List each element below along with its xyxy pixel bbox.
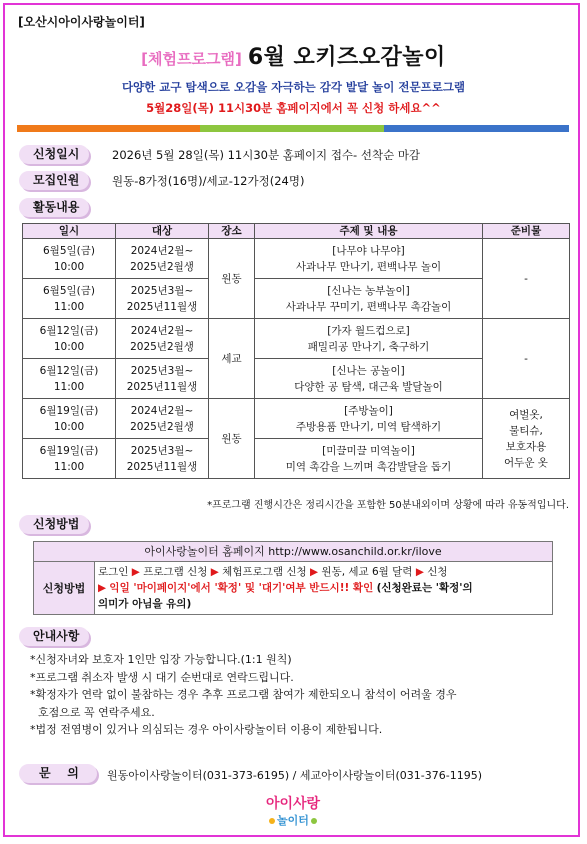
table-footnote: *프로그램 진행시간은 정리시간을 포함한 50분내외이며 상황에 따라 유동적입니다. xyxy=(207,500,569,511)
logo-icon xyxy=(258,791,328,833)
apply-line-3: 의미가 아님을 유의) xyxy=(98,598,192,610)
cell-supplies: 여벌옷, 물티슈, 보호자용 어두운 옷 xyxy=(483,399,570,479)
table-row xyxy=(23,319,570,359)
cell-topic: [나무야 나무야] 사과나무 만나기, 편백나무 놀이 xyxy=(255,239,483,279)
cell-place: 원동 xyxy=(209,239,255,319)
schedule-table xyxy=(22,223,570,479)
label-date: 신청일시 xyxy=(19,145,89,164)
header-target: 대상 xyxy=(116,224,209,239)
apply-url[interactable]: 아이사랑놀이터 홈페이지 http://www.osanchild.or.kr/ilove xyxy=(33,541,553,562)
label-activity: 활동내용 xyxy=(19,198,89,217)
guide-item: 호점으로 꼭 연락주세요. xyxy=(38,705,155,719)
cell-topic: [미끌미끌 미역놀이] 미역 촉감을 느끼며 촉감발달을 돕기 xyxy=(255,439,483,479)
org-label: [오산시아이사랑놀이터] xyxy=(18,15,145,29)
cell-target: 2024년2월~ 2025년2월생 xyxy=(116,239,209,279)
guide-item: *확정자가 연락 없이 불참하는 경우 추후 프로그램 참여가 제한되오니 참석이 어려울 경우 xyxy=(30,688,457,702)
cell-date: 6월12일(금) 10:00 xyxy=(23,319,116,359)
guide-item: *법정 전염병이 있거나 의심되는 경우 아이사랑놀이터 이용이 제한됩니다. xyxy=(30,723,383,737)
apply-steps xyxy=(95,562,552,614)
apply-line-1: 로그인 ▶ 프로그램 신청 ▶ 체험프로그램 신청 ▶ 원동, 세교 6월 달력 ▶ 신청 xyxy=(98,566,448,578)
page-title xyxy=(0,40,587,71)
table-row xyxy=(23,239,570,279)
header-supplies: 준비물 xyxy=(483,224,570,239)
arrow-right-icon: ▶ xyxy=(415,566,424,578)
logo-dot xyxy=(269,818,275,824)
arrow-right-icon: ▶ xyxy=(131,566,140,578)
date-text: 2026년 5월 28일(목) 11시30분 홈페이지 접수- 선착순 마감 xyxy=(112,148,421,162)
stripe-blue xyxy=(384,125,569,132)
cell-supplies: - xyxy=(483,319,570,399)
cell-target: 2025년3월~ 2025년11월생 xyxy=(116,439,209,479)
guide-list xyxy=(30,651,570,739)
logo-line1: 아이사랑 xyxy=(265,796,321,812)
subtitle: 다양한 교구 탐색으로 오감을 자극하는 감각 발달 놀이 전문프로그램 xyxy=(121,80,466,94)
cell-date: 6월5일(금) 10:00 xyxy=(23,239,116,279)
cell-date: 6월5일(금) 11:00 xyxy=(23,279,116,319)
cell-date: 6월19일(금) 11:00 xyxy=(23,439,116,479)
playground-logo xyxy=(258,791,328,833)
header-topic: 주제 및 내용 xyxy=(255,224,483,239)
guide-item: *프로그램 취소자 발생 시 대기 순번대로 연락드립니다. xyxy=(30,670,294,684)
cell-target: 2024년2월~ 2025년2월생 xyxy=(116,399,209,439)
header-date: 일시 xyxy=(23,224,116,239)
cell-target: 2024년2월~ 2025년2월생 xyxy=(116,319,209,359)
label-method: 신청방법 xyxy=(19,515,89,534)
apply-body xyxy=(33,562,553,615)
cell-topic: [신나는 농부놀이] 사과나무 꾸미기, 편백나무 촉감놀이 xyxy=(255,279,483,319)
arrow-right-icon: ▶ xyxy=(210,566,219,578)
apply-box xyxy=(33,541,553,615)
logo-dot xyxy=(311,818,317,824)
label-guide: 안내사항 xyxy=(19,627,89,646)
stripe-orange xyxy=(17,125,200,132)
cell-date: 6월19일(금) 10:00 xyxy=(23,399,116,439)
apply-left-label: 신청방법 xyxy=(34,562,95,614)
cell-supplies: - xyxy=(483,239,570,319)
cell-topic: [주방놀이] 주방용품 만나기, 미역 탐색하기 xyxy=(255,399,483,439)
label-contact: 문 의 xyxy=(19,764,97,783)
title-main: 6월 오키즈오감놀이 xyxy=(247,45,446,70)
header-place: 장소 xyxy=(209,224,255,239)
table-row xyxy=(23,399,570,439)
guide-item: *신청자녀와 보호자 1인만 입장 가능합니다.(1:1 원칙) xyxy=(30,653,292,666)
stripe-green xyxy=(200,125,384,132)
apply-line-2: ▶ 익일 '마이페이지'에서 '확정' 및 '대기'여부 반드시!! 확인 (신청완료는 '확정'의 xyxy=(98,582,473,594)
title-tag: [체험프로그램] xyxy=(141,50,242,68)
recruit-text: 원동-8가정(16명)/세교-12가정(24명) xyxy=(112,174,305,188)
cell-place: 세교 xyxy=(209,319,255,399)
contact-text: 원동아이사랑놀이터(031-373-6195) / 세교아이사랑놀이터(031-376-1195) xyxy=(107,769,482,782)
label-recruit: 모집인원 xyxy=(19,171,89,190)
notice-text: 5월28일(목) 11시30분 홈페이지에서 꼭 신청 하세요^^ xyxy=(146,101,441,115)
cell-topic: [신나는 공놀이] 다양한 공 탐색, 대근육 발달놀이 xyxy=(255,359,483,399)
cell-date: 6월12일(금) 11:00 xyxy=(23,359,116,399)
cell-target: 2025년3월~ 2025년11월생 xyxy=(116,279,209,319)
cell-place: 원동 xyxy=(209,399,255,479)
logo-line2: 놀이터 xyxy=(277,814,309,827)
cell-target: 2025년3월~ 2025년11월생 xyxy=(116,359,209,399)
arrow-right-icon: ▶ xyxy=(98,582,107,594)
arrow-right-icon: ▶ xyxy=(310,566,319,578)
cell-topic: [가자 월드컵으로] 패밀리공 만나기, 축구하기 xyxy=(255,319,483,359)
